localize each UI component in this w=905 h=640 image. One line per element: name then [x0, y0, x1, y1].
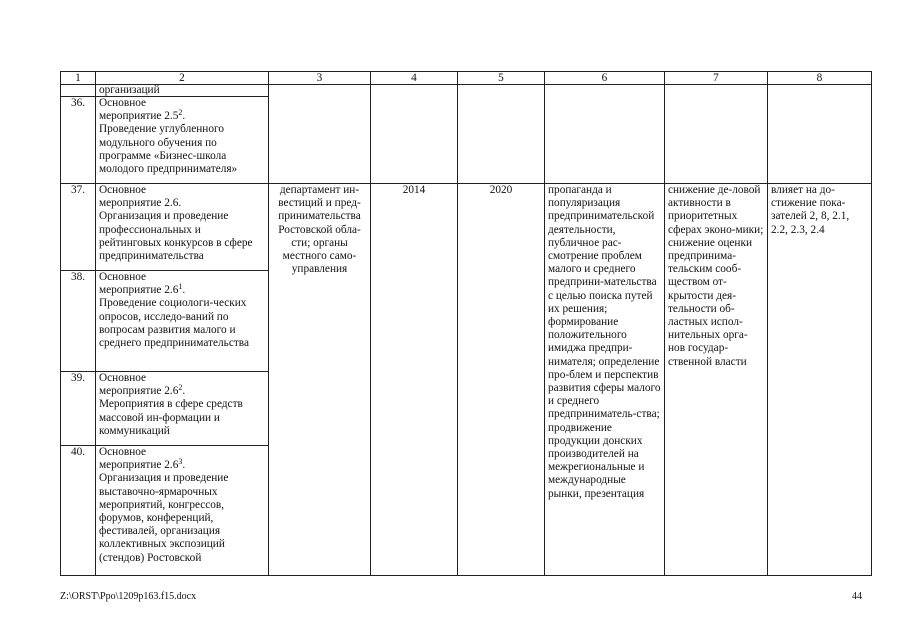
- column-header: 7: [665, 72, 768, 85]
- column-header: 2: [96, 72, 269, 85]
- column-header: 3: [269, 72, 371, 85]
- empty-cell: [545, 85, 665, 97]
- executor-cell: департамент ин-вестиций и пред-принимательства Ростовской обла-сти; органы местного само-управления: [269, 184, 371, 576]
- row-number: 38.: [61, 271, 96, 372]
- column-header: 4: [371, 72, 458, 85]
- column-header: 5: [458, 72, 545, 85]
- number-cell: [61, 85, 96, 97]
- row-number: 37.: [61, 184, 96, 271]
- column-header: 8: [768, 72, 872, 85]
- row-number: 40.: [61, 446, 96, 576]
- empty-cell: [768, 85, 872, 97]
- event-description: Основное мероприятие $2.6^1$. Проведение социологи-ческих опросов, исследо-ваний по вопросам развития малого и среднего предпринимательства: [96, 271, 269, 372]
- indicators-cell: влияет на до-стижение пока-зателей 2, 8, 2.1, 2.2, 2.3, 2.4: [768, 184, 872, 576]
- expected-result-cell: пропаганда и популяризация предпринимательской деятельности, публичное рас-смотрение проблем малого и среднего предприни-мательства с целью поиска путей их решения; формирование положительного имиджа предпри-нимателя; определение про-блем и перспектив развития сферы малого и среднего предприниматель-ства; продвижение продукции донских производителей на межрегиональные и международные рынки, презентация: [545, 184, 665, 576]
- table-row: [61, 184, 872, 271]
- empty-cell: [545, 97, 665, 184]
- row-number: 36.: [61, 97, 96, 184]
- footer-file-path: Z:\ORST\Ppo\1209p163.f15.docx: [60, 591, 197, 602]
- column-header: 6: [545, 72, 665, 85]
- row-number: 39.: [61, 372, 96, 446]
- event-description: Основное мероприятие $2.5^2$. Проведение углубленного модульного обучения по программе «Бизнес-школа молодого предпринимателя»: [96, 97, 269, 184]
- consequences-cell: снижение де-ловой активности в приоритетных сферах эконо-мики; снижение оценки предпринима-тельским сооб-ществом от-крытости дея-тельности об-ластных испол-нительных орга-нов государ-ственной власти: [665, 184, 768, 576]
- end-year-cell: 2020: [458, 184, 545, 576]
- table-row: [61, 97, 872, 184]
- page-number: 44: [852, 591, 862, 602]
- empty-cell: [665, 97, 768, 184]
- empty-cell: [665, 85, 768, 97]
- continuation-text: организаций: [96, 85, 269, 97]
- empty-cell: [371, 97, 458, 184]
- start-year-cell: 2014: [371, 184, 458, 576]
- column-number-row: [61, 72, 872, 85]
- column-header: 1: [61, 72, 96, 85]
- empty-cell: [458, 97, 545, 184]
- empty-cell: [371, 85, 458, 97]
- event-description: Основное мероприятие 2.6. Организация и проведение профессиональных и рейтинговых конкурсов в сфере предпринимательства: [96, 184, 269, 271]
- empty-cell: [269, 85, 371, 97]
- empty-cell: [768, 97, 872, 184]
- event-description: Основное мероприятие $2.6^3$. Организация и проведение выставочно-ярмарочных мероприятий, конгрессов, форумов, конференций, фестивалей, организация коллективных экспозиций (стендов) Ростовской: [96, 446, 269, 576]
- empty-cell: [458, 85, 545, 97]
- program-events-table: [60, 71, 872, 576]
- event-description: Основное мероприятие $2.6^2$. Мероприятия в сфере средств массовой ин-формации и коммуникаций: [96, 372, 269, 446]
- table-row-continuation: [61, 85, 872, 97]
- empty-cell: [269, 97, 371, 184]
